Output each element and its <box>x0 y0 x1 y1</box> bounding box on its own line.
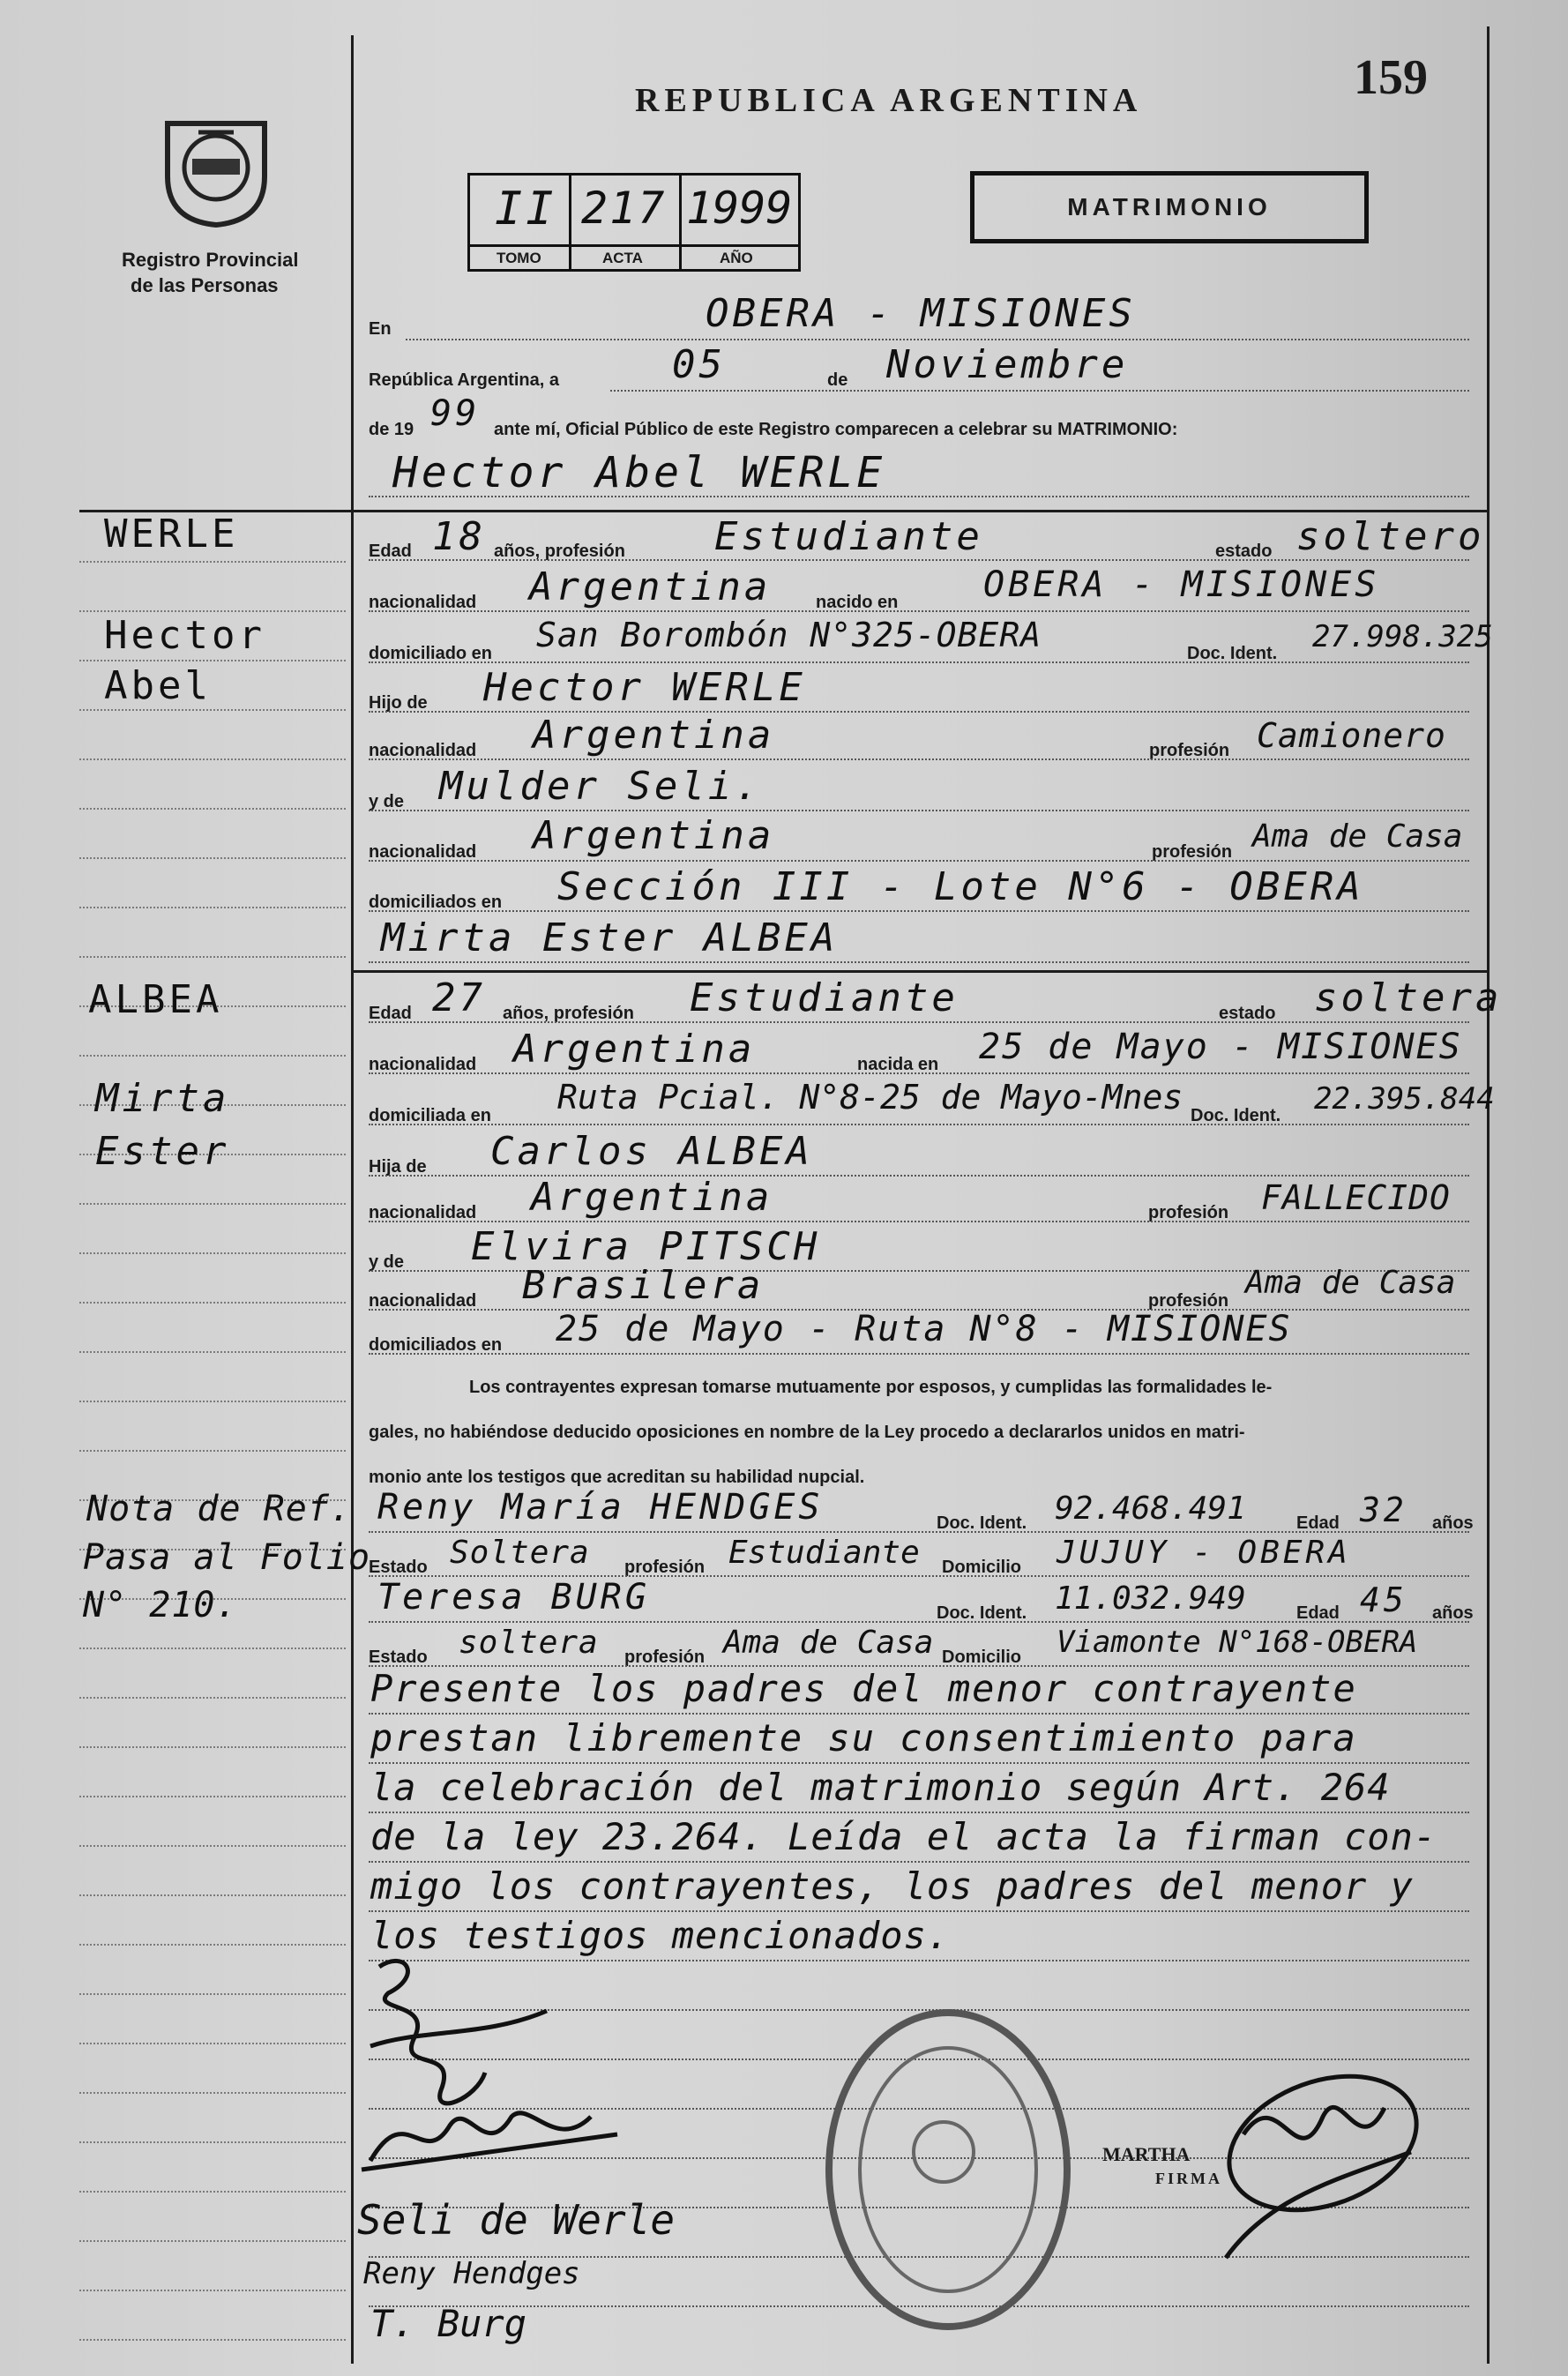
tomo-label: TOMO <box>497 250 541 266</box>
label-bride-anos-profesion: años, profesión <box>503 1004 634 1023</box>
margin-groom-name-2: Abel <box>104 663 212 708</box>
margin-ruled-line <box>79 2191 346 2193</box>
witness-1-doc: 92.468.491 <box>1055 1491 1246 1527</box>
groom-address: San Borombón N°325-OBERA <box>536 616 1042 654</box>
margin-ruled-line <box>79 1203 346 1205</box>
groom-status: soltero <box>1296 514 1485 559</box>
groom-age: 18 <box>432 514 486 559</box>
margin-note-2: Pasa al Folio <box>83 1537 371 1578</box>
ano-value: 1999 <box>686 183 793 234</box>
formula-line-1: Los contrayentes expresan tomarse mutuamente por esposos, y cumplidas las formalidades le- <box>469 1378 1273 1397</box>
margin-note-3: N° 210. <box>83 1585 238 1625</box>
margin-ruled-line <box>79 907 346 908</box>
signature-witness-1: Reny Hendges <box>363 2256 580 2291</box>
witness-1-status: Soltera <box>450 1535 590 1571</box>
dotted-line <box>369 910 1469 912</box>
bride-mother-profession: Ama de Casa <box>1245 1265 1456 1301</box>
page-number: 159 <box>1354 50 1428 105</box>
bride-full-name: Mirta Ester ALBEA <box>381 915 839 960</box>
groom-mother: Mulder Seli. <box>439 764 762 809</box>
ceremony-place: OBERA - MISIONES <box>706 291 1136 336</box>
groom-profession: Estudiante <box>714 514 983 559</box>
label-w1-estado: Estado <box>369 1558 428 1577</box>
ruled-line <box>369 1762 1469 1764</box>
margin-ruled-line <box>79 1993 346 1995</box>
ceremony-year: 99 <box>430 393 481 434</box>
registry-name-line-1: Registro Provincial <box>122 249 299 271</box>
margin-ruled-line <box>79 2339 346 2341</box>
bride-section-rule <box>351 970 1489 973</box>
witness-1-profession: Estudiante <box>728 1535 920 1571</box>
label-edad: Edad <box>369 542 412 561</box>
officer-name: MARTHA <box>1102 2143 1191 2165</box>
ceremony-month: Noviembre <box>886 342 1129 387</box>
dotted-line <box>369 961 1469 963</box>
groom-mother-nationality: Argentina <box>533 813 775 858</box>
label-bride-father-profession: profesión <box>1148 1203 1229 1222</box>
witness-1-name: Reny María HENDGES <box>377 1487 824 1528</box>
label-de: de <box>827 370 848 390</box>
registry-seal-icon <box>159 106 273 229</box>
signature-bride-icon <box>353 2081 635 2187</box>
margin-groom-name-1: Hector <box>104 613 265 658</box>
margin-ruled-line <box>79 1845 346 1847</box>
label-bride-father-nationality: nacionalidad <box>369 1203 477 1222</box>
witness-1-age: 32 <box>1360 1491 1407 1529</box>
margin-ruled-line <box>79 709 346 711</box>
right-margin-rule <box>1487 26 1490 2364</box>
label-domiciliados-en: domiciliados en <box>369 893 503 912</box>
bride-age: 27 <box>432 975 486 1020</box>
dotted-line <box>369 610 1469 612</box>
margin-groom-surname: WERLE <box>104 512 239 557</box>
bride-address: Ruta Pcial. N°8-25 de Mayo-Mnes <box>557 1078 1183 1117</box>
margin-ruled-line <box>79 1944 346 1946</box>
bride-profession: Estudiante <box>690 975 959 1020</box>
label-year-prefix: de 19 <box>369 420 414 439</box>
dotted-line <box>369 860 1469 862</box>
label-domiciliada-en: domiciliada en <box>369 1106 491 1125</box>
label-w2-doc: Doc. Ident. <box>937 1603 1027 1623</box>
margin-ruled-line <box>79 758 346 760</box>
label-hijo-de: Hijo de <box>369 693 428 713</box>
dotted-line <box>369 1124 1469 1125</box>
witness-2-profession: Ama de Casa <box>723 1625 934 1661</box>
label-en: En <box>369 319 392 339</box>
dotted-line <box>369 1021 1469 1023</box>
margin-ruled-line <box>79 1351 346 1353</box>
note-line-2: prestan libremente su consentimiento para <box>370 1716 1357 1760</box>
formula-line-2: gales, no habiéndose deducido oposiciones en nombre de la Ley procedo a declararlos unidos en matri- <box>369 1423 1245 1442</box>
signature-officer-icon <box>1199 2055 1446 2284</box>
margin-ruled-line <box>79 2290 346 2291</box>
margin-ruled-line <box>79 1796 346 1797</box>
label-bride-y-de: y de <box>369 1252 405 1272</box>
note-line-6: los testigos mencionados. <box>370 1914 951 1957</box>
label-nacido-en: nacido en <box>816 593 899 612</box>
formula-line-3: monio ante los testigos que acreditan su habilidad nupcial. <box>369 1468 865 1487</box>
record-box <box>467 173 801 272</box>
groom-father: Hector WERLE <box>483 665 806 710</box>
label-w1-domicilio: Domicilio <box>942 1558 1022 1577</box>
matrimonio-box <box>970 171 1369 243</box>
dotted-line <box>369 559 1469 561</box>
acta-label: ACTA <box>602 250 643 266</box>
groom-section-rule <box>351 510 1489 512</box>
label-w2-estado: Estado <box>369 1648 428 1667</box>
margin-ruled-line <box>79 1401 346 1402</box>
note-line-1: Presente los padres del menor contrayente <box>370 1667 1357 1710</box>
groom-father-profession: Camionero <box>1257 716 1446 755</box>
label-bride-mother-nationality: nacionalidad <box>369 1291 477 1311</box>
label-mother-profession: profesión <box>1152 842 1233 862</box>
ceremony-day: 05 <box>672 342 726 387</box>
country-heading: REPUBLICA ARGENTINA <box>635 82 1143 119</box>
label-w2-edad: Edad <box>1296 1603 1340 1623</box>
witness-2-status: soltera <box>459 1625 599 1661</box>
official-stamp-icon <box>820 2002 1076 2337</box>
witness-2-name: Teresa BURG <box>377 1577 650 1618</box>
groom-father-nationality: Argentina <box>533 713 775 758</box>
margin-note-1: Nota de Ref. <box>86 1489 352 1529</box>
bride-mother: Elvira PITSCH <box>471 1224 821 1269</box>
label-w2-profesion: profesión <box>624 1648 706 1667</box>
acta-value: 217 <box>581 183 667 234</box>
label-bride-mother-profession: profesión <box>1148 1291 1229 1311</box>
margin-bride-name-1: Mirta <box>95 1076 230 1121</box>
margin-ruled-line <box>79 610 346 612</box>
note-line-4: de la ley 23.264. Leída el acta la firman con- <box>370 1815 1437 1858</box>
bride-birthplace: 25 de Mayo - MISIONES <box>979 1027 1462 1067</box>
margin-ruled-line <box>79 2141 346 2143</box>
groom-doc: 27.998.325 <box>1312 619 1493 654</box>
label-father-profession: profesión <box>1149 741 1230 760</box>
margin-ruled-line <box>79 956 346 958</box>
margin-ruled-line <box>79 1746 346 1748</box>
dotted-line <box>610 390 1469 392</box>
label-domiciliado-en: domiciliado en <box>369 644 493 663</box>
margin-ruled-line <box>79 2092 346 2094</box>
label-w2-domicilio: Domicilio <box>942 1648 1022 1667</box>
bride-status: soltera <box>1314 975 1503 1020</box>
margin-ruled-line <box>79 1252 346 1254</box>
groom-mother-profession: Ama de Casa <box>1252 818 1463 855</box>
label-estado: estado <box>1215 542 1273 561</box>
tomo-value: II <box>495 183 557 235</box>
label-bride-doc-ident: Doc. Ident. <box>1191 1106 1281 1125</box>
signature-mother: Seli de Werle <box>357 2196 676 2244</box>
label-father-nationality: nacionalidad <box>369 741 477 760</box>
label-bride-estado: estado <box>1219 1004 1276 1023</box>
witness-2-age: 45 <box>1360 1580 1407 1619</box>
groom-parents-address: Sección III - Lote N°6 - OBERA <box>557 864 1364 909</box>
margin-ruled-line <box>79 1648 346 1649</box>
label-w1-doc: Doc. Ident. <box>937 1513 1027 1533</box>
groom-full-name: Hector Abel WERLE <box>392 448 886 497</box>
dotted-line <box>369 810 1469 811</box>
witness-2-doc: 11.032.949 <box>1055 1580 1246 1617</box>
margin-ruled-line <box>79 2043 346 2044</box>
margin-bride-surname: ALBEA <box>88 977 223 1022</box>
groom-birthplace: OBERA - MISIONES <box>983 564 1380 605</box>
label-doc-ident: Doc. Ident. <box>1187 644 1278 663</box>
margin-ruled-line <box>79 1894 346 1896</box>
label-bride-domiciliados-en: domiciliados en <box>369 1335 503 1355</box>
ruled-line <box>369 1910 1469 1912</box>
label-w1-profesion: profesión <box>624 1558 706 1577</box>
ruled-line <box>369 1812 1469 1813</box>
bride-doc: 22.395.844 <box>1314 1081 1495 1117</box>
margin-ruled-line <box>79 808 346 810</box>
margin-ruled-line <box>79 857 346 859</box>
margin-ruled-line <box>79 2240 346 2242</box>
margin-ruled-line <box>79 1055 346 1057</box>
witness-2-address: Viamonte N°168-OBERA <box>1057 1625 1418 1660</box>
label-mother-nationality: nacionalidad <box>369 842 477 862</box>
margin-ruled-line <box>79 1302 346 1304</box>
dotted-line <box>406 339 1469 340</box>
bride-father-profession: FALLECIDO <box>1261 1178 1451 1217</box>
dotted-line <box>369 1531 1469 1533</box>
dotted-line <box>369 1353 1469 1355</box>
margin-ruled-line <box>79 660 346 661</box>
witness-1-address: JUJUY - OBERA <box>1057 1535 1351 1571</box>
dotted-line <box>369 496 1469 497</box>
label-hija-de: Hija de <box>369 1157 427 1177</box>
bride-father: Carlos ALBEA <box>490 1129 813 1174</box>
label-w2-anos: años <box>1432 1603 1474 1623</box>
registry-name-line-2: de las Personas <box>131 274 279 296</box>
dotted-line <box>369 1221 1469 1222</box>
bride-mother-nationality: Brasilera <box>522 1263 765 1308</box>
bride-parents-address: 25 de Mayo - Ruta N°8 - MISIONES <box>556 1309 1292 1349</box>
label-nacida-en: nacida en <box>857 1055 939 1074</box>
label-nacionalidad: nacionalidad <box>369 593 477 612</box>
dotted-line <box>369 1072 1469 1074</box>
label-w1-edad: Edad <box>1296 1513 1340 1533</box>
note-line-5: migo los contrayentes, los padres del menor y <box>370 1864 1414 1908</box>
label-bride-nacionalidad: nacionalidad <box>369 1055 477 1074</box>
ruled-line <box>369 1861 1469 1863</box>
label-republica: República Argentina, a <box>369 370 559 390</box>
matrimonio-title: MATRIMONIO <box>1067 193 1272 220</box>
groom-nationality: Argentina <box>529 564 772 609</box>
dotted-line <box>369 661 1469 663</box>
margin-ruled-line <box>79 1697 346 1699</box>
officer-role: FIRMA <box>1155 2170 1222 2187</box>
ano-label: AÑO <box>720 250 753 266</box>
margin-bride-name-2: Ester <box>95 1129 230 1174</box>
signature-witness-2: T. Burg <box>370 2302 527 2345</box>
bride-nationality: Argentina <box>513 1027 756 1072</box>
label-bride-edad: Edad <box>369 1004 412 1023</box>
margin-ruled-line <box>79 561 346 563</box>
label-w1-anos: años <box>1432 1513 1474 1533</box>
dotted-line <box>369 758 1469 760</box>
ruled-line <box>369 1713 1469 1715</box>
margin-ruled-line <box>79 1450 346 1452</box>
label-anos-profesion: años, profesión <box>494 542 625 561</box>
bride-father-nationality: Argentina <box>531 1175 773 1220</box>
dotted-line <box>369 1621 1469 1623</box>
label-ante: ante mí, Oficial Público de este Registro comparecen a celebrar su MATRIMONIO: <box>494 420 1178 439</box>
note-line-3: la celebración del matrimonio según Art. 264 <box>370 1766 1391 1809</box>
label-y-de: y de <box>369 792 405 811</box>
